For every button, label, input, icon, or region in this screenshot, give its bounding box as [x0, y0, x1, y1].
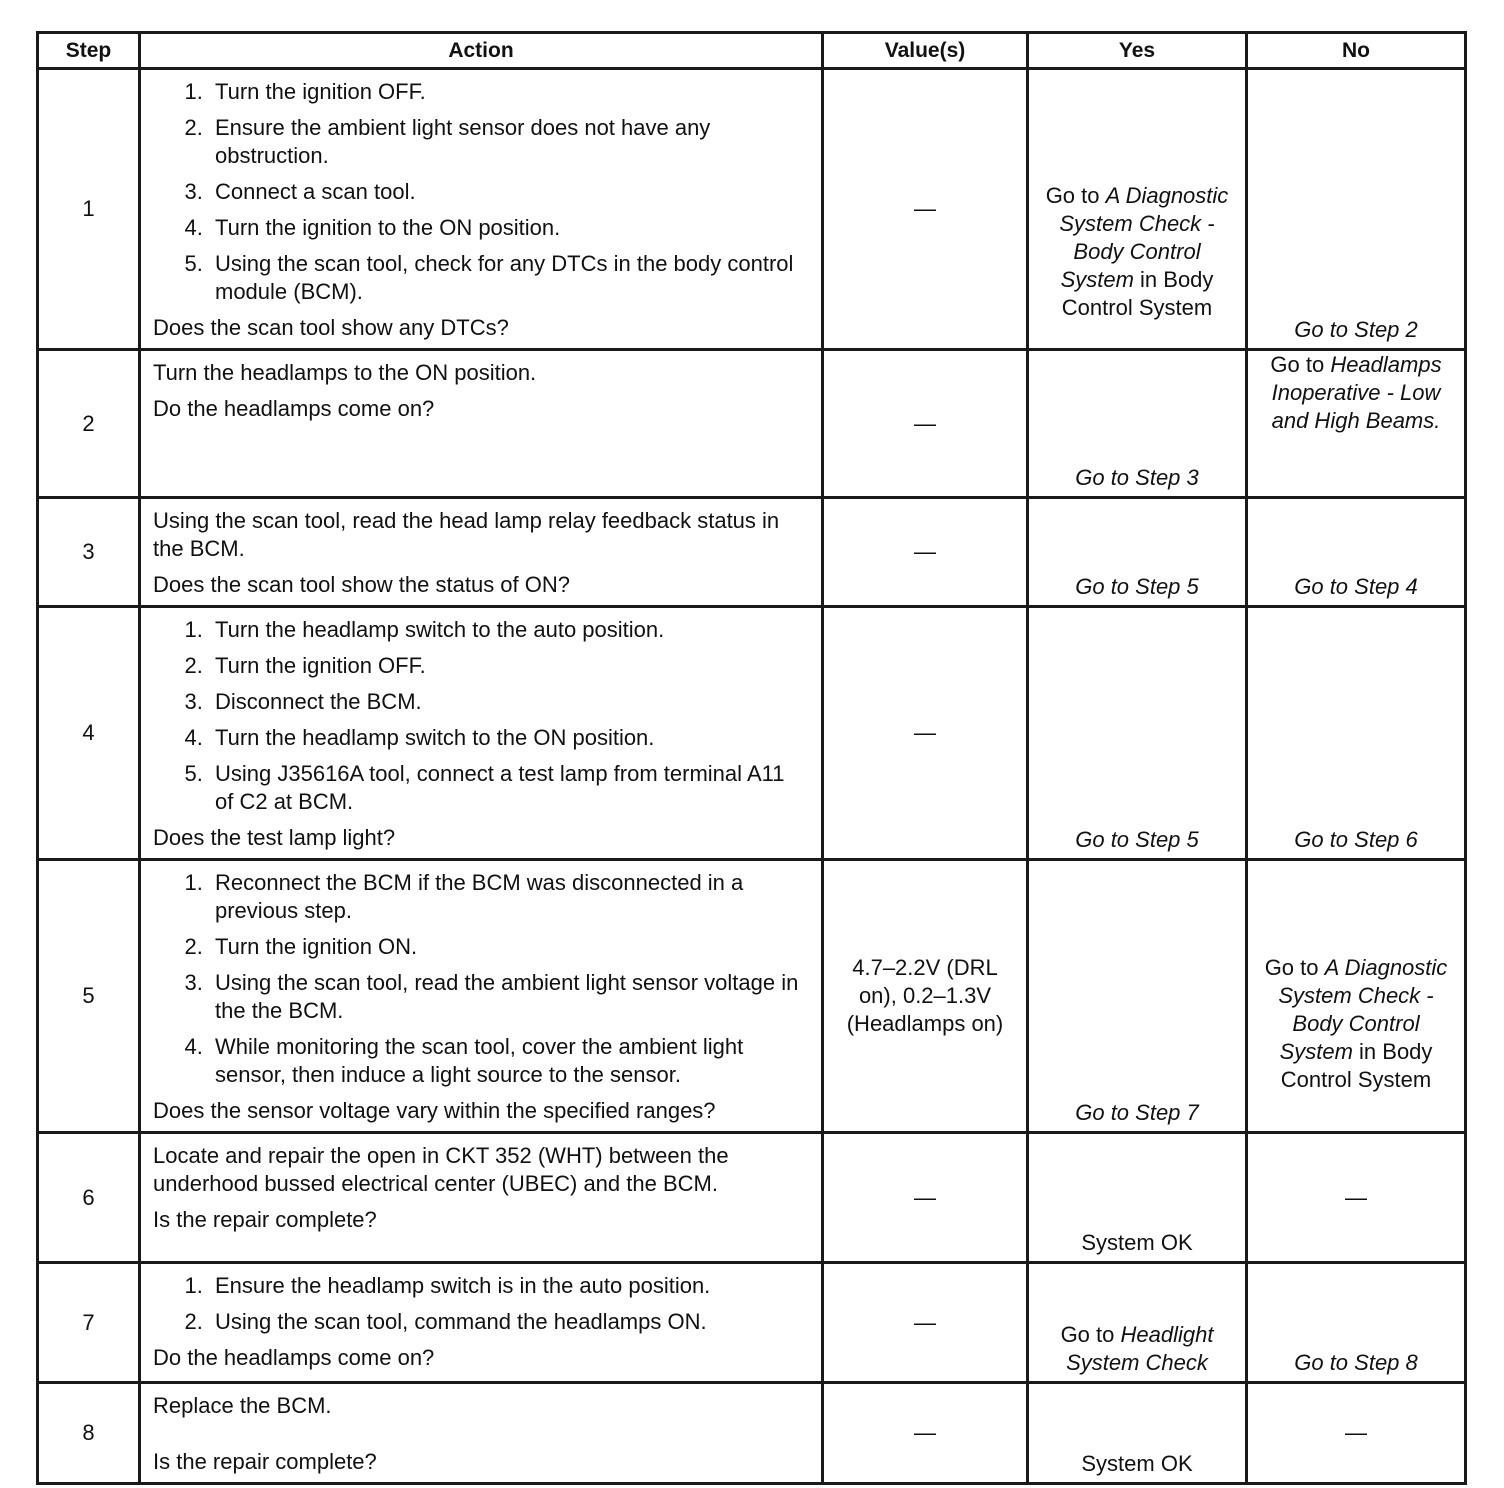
action-cell: [140, 350, 823, 498]
action-step: 2. Turn the ignition OFF.: [209, 652, 807, 680]
action-cell: [140, 1133, 823, 1263]
header-step: Step: [38, 33, 140, 69]
step-number: 3: [38, 498, 140, 607]
step-number: 7: [38, 1263, 140, 1383]
action-steps: [153, 78, 807, 306]
yes-cell: Go to Step 5: [1028, 607, 1247, 860]
table-row: [38, 1263, 1466, 1383]
action-step: 4. While monitoring the scan tool, cover the ambient light sensor, then induce a light source to the sensor.: [209, 1033, 807, 1089]
action-step: 2. Ensure the ambient light sensor does not have any obstruction.: [209, 114, 807, 170]
value-cell: —: [823, 498, 1028, 607]
action-cell: [140, 69, 823, 350]
action-step: 1. Turn the ignition OFF.: [209, 78, 807, 106]
no-cell: Go to Step 8: [1247, 1263, 1466, 1383]
step-number: 6: [38, 1133, 140, 1263]
no-link: Headlamps Inoperative - Low and High Beams.: [1271, 352, 1442, 433]
header-row: [38, 33, 1466, 69]
step-number: 4: [38, 607, 140, 860]
action-question: Does the test lamp light?: [153, 825, 396, 850]
step-number: 8: [38, 1383, 140, 1484]
action-step: 2. Turn the ignition ON.: [209, 933, 807, 961]
action-step: 1. Turn the headlamp switch to the auto position.: [209, 616, 807, 644]
no-cell: —: [1247, 1383, 1466, 1484]
action-question: Is the repair complete?: [153, 1449, 377, 1474]
action-line: Locate and repair the open in CKT 352 (WHT) between the underhood bussed electrical center (UBEC) and the BCM.: [153, 1143, 729, 1196]
no-cell: —: [1247, 1133, 1466, 1263]
value-cell: —: [823, 1263, 1028, 1383]
action-steps: [153, 1272, 807, 1336]
action-line: Using the scan tool, read the head lamp relay feedback status in the BCM.: [153, 508, 780, 561]
action-step: 4. Turn the headlamp switch to the ON position.: [209, 724, 807, 752]
action-cell: [140, 498, 823, 607]
action-step: 3. Connect a scan tool.: [209, 178, 807, 206]
table-row: [38, 69, 1466, 350]
action-step: 3. Using the scan tool, read the ambient light sensor voltage in the the BCM.: [209, 969, 807, 1025]
value-cell: 4.7–2.2V (DRL on), 0.2–1.3V (Headlamps on): [823, 860, 1028, 1133]
action-step: 3. Disconnect the BCM.: [209, 688, 807, 716]
action-cell: [140, 607, 823, 860]
yes-cell: Go to Step 5: [1028, 498, 1247, 607]
no-cell: Go to A Diagnostic System Check - Body Control System in Body Control System: [1247, 860, 1466, 1133]
yes-cell: Go to Step 7: [1028, 860, 1247, 1133]
table-row: [38, 1383, 1466, 1484]
yes-cell: Go to Headlight System Check: [1028, 1263, 1247, 1383]
action-question: Does the scan tool show the status of ON?: [153, 572, 571, 597]
action-cell: [140, 1263, 823, 1383]
yes-cell: Go to A Diagnostic System Check - Body Control System in Body Control System: [1028, 69, 1247, 350]
value-cell: —: [823, 607, 1028, 860]
header-yes: Yes: [1028, 33, 1247, 69]
step-number: 5: [38, 860, 140, 1133]
yes-cell: Go to Step 3: [1028, 350, 1247, 498]
yes-link: Headlight System Check: [1066, 1322, 1214, 1375]
action-step: 1. Ensure the headlamp switch is in the auto position.: [209, 1272, 807, 1300]
action-question: Does the scan tool show any DTCs?: [153, 315, 509, 340]
action-cell: [140, 1383, 823, 1484]
table-row: [38, 498, 1466, 607]
action-step: 2. Using the scan tool, command the headlamps ON.: [209, 1308, 807, 1336]
action-question: Is the repair complete?: [153, 1207, 377, 1232]
no-cell: Go to Headlamps Inoperative - Low and High Beams.: [1247, 350, 1466, 498]
value-cell: —: [823, 1133, 1028, 1263]
header-action: Action: [140, 33, 823, 69]
value-cell: —: [823, 350, 1028, 498]
no-cell: Go to Step 6: [1247, 607, 1466, 860]
yes-link: A Diagnostic System Check - Body Control System: [1059, 183, 1229, 292]
yes-cell: System OK: [1028, 1383, 1247, 1484]
action-cell: [140, 860, 823, 1133]
action-step: 5. Using J35616A tool, connect a test lamp from terminal A11 of C2 at BCM.: [209, 760, 807, 816]
no-cell: Go to Step 2: [1247, 69, 1466, 350]
table-row: [38, 350, 1466, 498]
yes-cell: System OK: [1028, 1133, 1247, 1263]
value-cell: —: [823, 1383, 1028, 1484]
header-no: No: [1247, 33, 1466, 69]
value-cell: —: [823, 69, 1028, 350]
action-step: 5. Using the scan tool, check for any DTCs in the body control module (BCM).: [209, 250, 807, 306]
header-values: Value(s): [823, 33, 1028, 69]
table-row: [38, 860, 1466, 1133]
step-number: 1: [38, 69, 140, 350]
action-question: Do the headlamps come on?: [153, 1345, 435, 1370]
no-cell: Go to Step 4: [1247, 498, 1466, 607]
action-question: Do the headlamps come on?: [153, 396, 435, 421]
step-number: 2: [38, 350, 140, 498]
action-step: 1. Reconnect the BCM if the BCM was disconnected in a previous step.: [209, 869, 807, 925]
action-line: Turn the headlamps to the ON position.: [153, 360, 537, 385]
diagnostic-table: [36, 31, 1467, 1485]
action-steps: [153, 616, 807, 816]
no-link: A Diagnostic System Check - Body Control System: [1278, 955, 1448, 1064]
table-row: [38, 607, 1466, 860]
action-question: Does the sensor voltage vary within the specified ranges?: [153, 1098, 716, 1123]
action-steps: [153, 869, 807, 1089]
action-line: Replace the BCM.: [153, 1393, 332, 1418]
action-step: 4. Turn the ignition to the ON position.: [209, 214, 807, 242]
table-row: [38, 1133, 1466, 1263]
